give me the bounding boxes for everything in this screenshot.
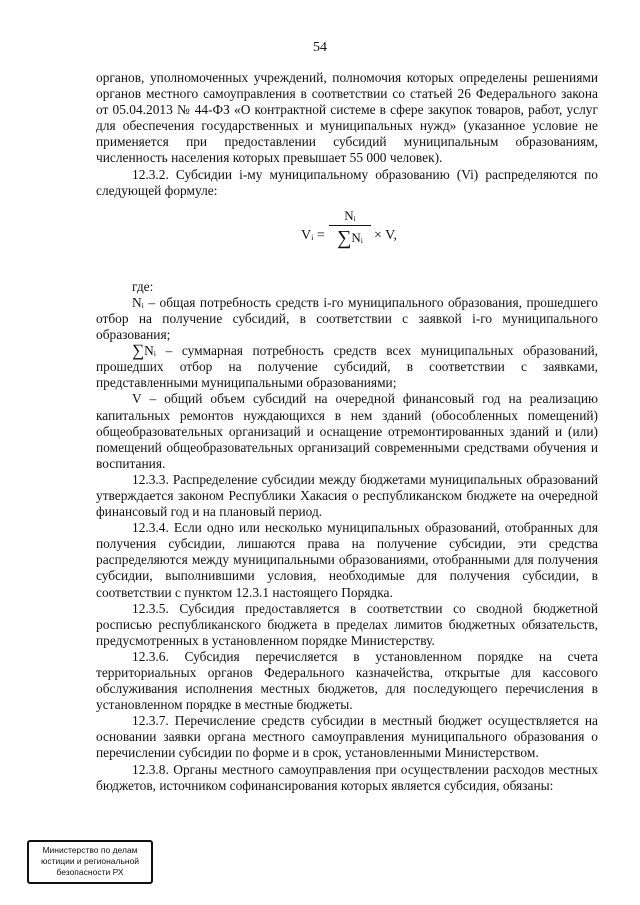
paragraph-12-3-4: 12.3.4. Если одно или несколько муниципальных образований, отобранных для получения субсидии, лишаются права на получение субсидии, эти средства распределяются между муниципальными образованиями, отобранными для получения субсидии, выполнившими условия, необходимые для получения субсидии, в соответствии с пунктом 12.3.1 настоящего Порядка. [96,520,598,600]
sigma-symbol: ∑ [337,226,352,249]
formula-denominator-term: Nᵢ [351,229,363,245]
formula-fraction [329,207,371,248]
paragraph-12-3-3: 12.3.3. Распределение субсидии между бюджетами муниципальных образований утверждается законом Республики Хакасия о республиканском бюджете на очередной финансовый год и на плановый период. [96,471,598,520]
paragraph-12-3-2: 12.3.2. Субсидии i-му муниципальному образованию (Vi) распределяются по следующей формуле: [96,166,598,198]
where-label: где: [132,278,154,294]
ministry-stamp [27,840,153,884]
formula-numerator: Nᵢ [344,207,356,223]
paragraph-12-3-8: 12.3.8. Органы местного самоуправления при осуществлении расходов местных бюджетов, источником софинансирования которых является субсидия, обязаны: [96,761,598,793]
paragraph-12-3-5: 12.3.5. Субсидия предоставляется в соответствии со сводной бюджетной росписью республиканского бюджета в пределах лимитов бюджетных обязательств, предусмотренных в установленном порядке Министерству. [96,600,598,648]
document-body [96,70,598,794]
definition-v: V – общий объем субсидий на очередной финансовый год на реализацию капитальных ремонтов нуждающихся в нем зданий (обособленных помещений) общеобразовательных организаций и оснащение отремонтированных зданий и (или) помещений общеобразовательных организаций современными средствами обучения и воспитания. [96,391,598,471]
paragraph-continuation: органов, уполномоченных учреждений, полномочия которых определены решениями органов местного самоуправления в соответствии со статьей 26 Федерального закона от 05.04.2013 № 44-ФЗ «О контрактной системе в сфере закупок товаров, работ, услуг для обеспечения государственных и муниципальных нужд» (указанное условие не применяется при предоставлении субсидий муниципальным образованиям, численность населения которых превышает 55 000 человек). [96,70,598,166]
stamp-line: Министерство по делам [42,845,138,855]
paragraph-12-3-7: 12.3.7. Перечисление средств субсидии в местный бюджет осуществляется на основании заявки органа местного самоуправления муниципального образования о перечислении субсидии по форме и в срок, установленными Министерством. [96,713,598,761]
fraction-bar [329,225,371,226]
definition-sum-ni [96,343,598,391]
formula-lhs: Vᵢ = [301,227,325,243]
page-number: 54 [313,40,327,55]
paragraph-12-3-6: 12.3.6. Субсидия перечисляется в установленном порядке на счета территориальных органов Федерального казначейства, открытые для кассового обслуживания исполнения местных бюджетов, для последующего перечисления в установленном порядке в местные бюджеты. [96,648,598,713]
definition-ni: Nᵢ – общая потребность средств i-го муниципального образования, прошедшего отбор на получение субсидий, в соответствии с заявкой i-го муниципального образования; [96,294,598,343]
formula-denominator [329,228,371,248]
stamp-line: безопасности РХ [56,867,124,877]
formula-rhs: × V, [374,227,397,243]
distribution-formula [96,199,598,279]
sigma-symbol: ∑ [132,341,145,361]
stamp-line: юстиции и региональной [40,856,140,866]
definition-sum-ni-text: Nᵢ – суммарная потребность средств всех муниципальных образований, прошедших отбор на получение субсидий, в соответствии с заявками, представленными муниципальными образованиями; [96,343,598,391]
